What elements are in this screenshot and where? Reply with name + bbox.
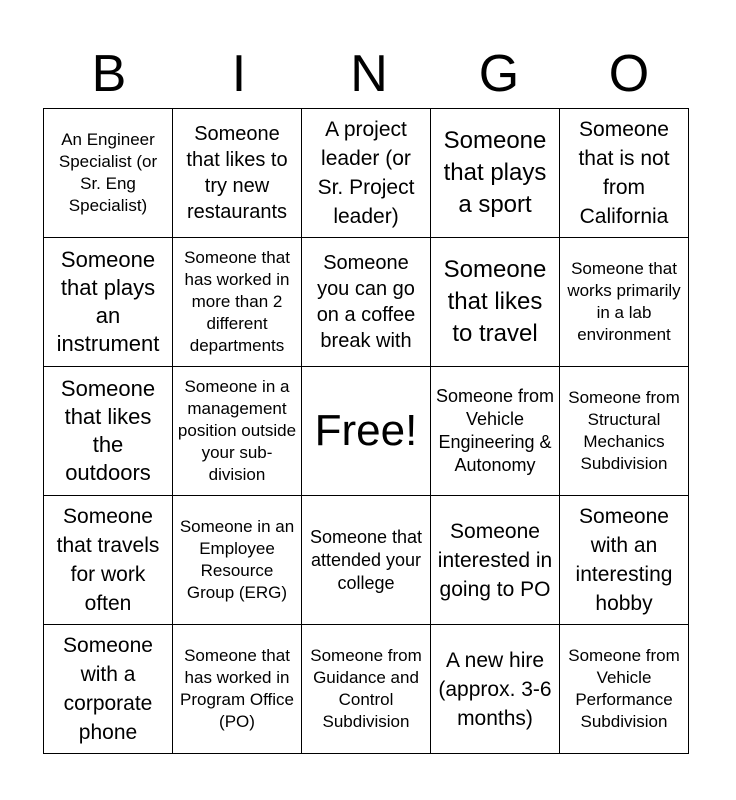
bingo-cell[interactable]: Someone from Vehicle Engineering & Autonomy	[431, 367, 560, 496]
header-letter-g: G	[478, 45, 520, 103]
bingo-cell[interactable]: Someone that likes the outdoors	[44, 367, 173, 496]
bingo-cell[interactable]: Someone that works primarily in a lab environment	[560, 238, 689, 367]
bingo-cell[interactable]: Someone in a management position outside your sub-division	[173, 367, 302, 496]
bingo-cell[interactable]: Someone that plays a sport	[431, 109, 560, 238]
board-row	[44, 238, 689, 367]
bingo-cell[interactable]: Someone from Guidance and Control Subdivision	[302, 625, 431, 754]
bingo-cell[interactable]: Someone from Vehicle Performance Subdivision	[560, 625, 689, 754]
board-row	[44, 625, 689, 754]
bingo-cell[interactable]: Someone with a corporate phone	[44, 625, 173, 754]
bingo-cell[interactable]: Someone that likes to travel	[431, 238, 560, 367]
header-letter-o: O	[608, 45, 650, 103]
board-row	[44, 109, 689, 238]
board-row	[44, 367, 689, 496]
bingo-cell[interactable]: Someone that is not from California	[560, 109, 689, 238]
bingo-cell[interactable]: Someone that attended your college	[302, 496, 431, 625]
bingo-cell[interactable]: Someone that has worked in Program Office (PO)	[173, 625, 302, 754]
bingo-cell[interactable]: Someone in an Employee Resource Group (ERG)	[173, 496, 302, 625]
bingo-cell[interactable]: Someone from Structural Mechanics Subdivision	[560, 367, 689, 496]
bingo-cell[interactable]: Someone with an interesting hobby	[560, 496, 689, 625]
header-letter-n: N	[350, 45, 388, 103]
bingo-cell[interactable]: Someone that likes to try new restaurants	[173, 109, 302, 238]
bingo-cell[interactable]: Someone that plays an instrument	[44, 238, 173, 367]
board-row	[44, 496, 689, 625]
free-space[interactable]: Free!	[302, 367, 431, 496]
header-letter-b: B	[91, 45, 127, 103]
bingo-header	[44, 44, 694, 104]
bingo-cell[interactable]: Someone interested in going to PO	[431, 496, 560, 625]
bingo-cell[interactable]: A project leader (or Sr. Project leader)	[302, 109, 431, 238]
bingo-cell[interactable]: An Engineer Specialist (or Sr. Eng Specialist)	[44, 109, 173, 238]
header-letter-i: I	[231, 45, 247, 103]
bingo-cell[interactable]: Someone you can go on a coffee break with	[302, 238, 431, 367]
bingo-board	[43, 108, 689, 754]
bingo-cell[interactable]: Someone that travels for work often	[44, 496, 173, 625]
bingo-cell[interactable]: A new hire (approx. 3-6 months)	[431, 625, 560, 754]
bingo-cell[interactable]: Someone that has worked in more than 2 different departments	[173, 238, 302, 367]
